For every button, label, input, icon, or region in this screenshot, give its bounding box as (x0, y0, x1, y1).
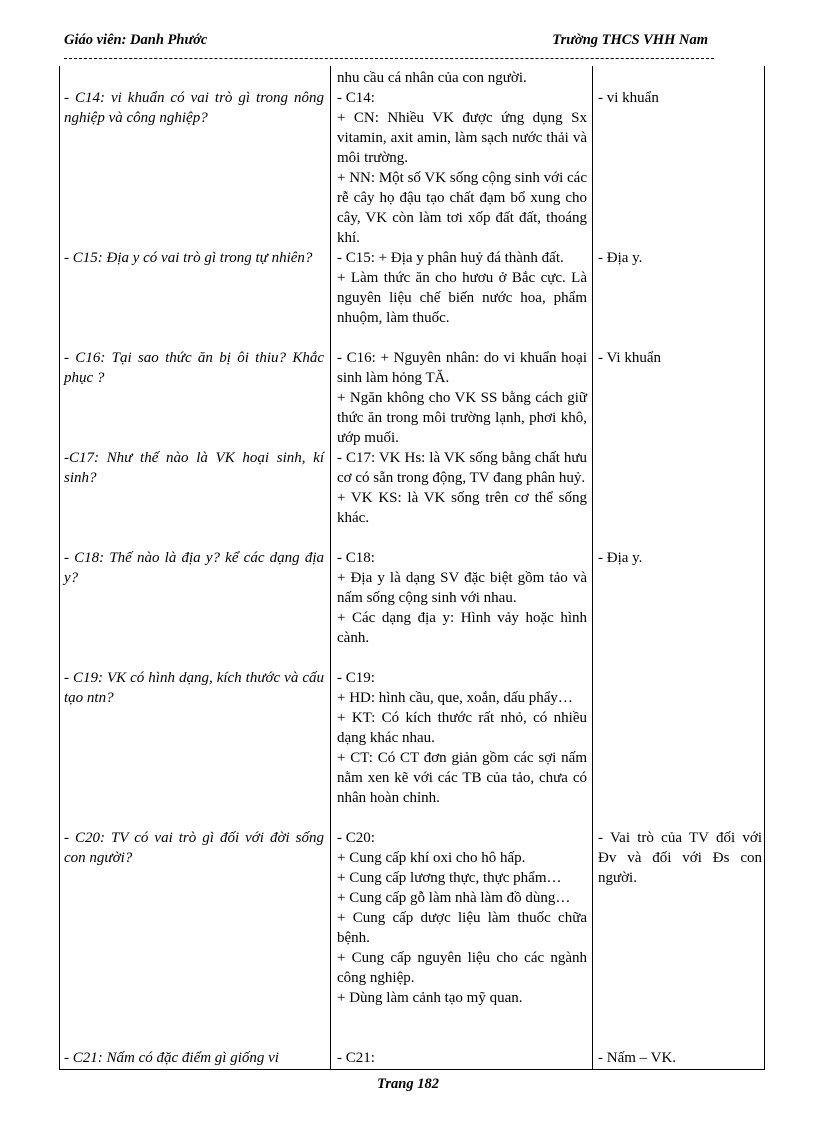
note-cell (598, 348, 762, 368)
answer-line: + Làm thức ăn cho hươu ở Bắc cực. Là nguyên liệu chế biến nước hoa, phẩm nhuộm, làm thuốc. (337, 270, 587, 326)
teacher-name: Giáo viên: Danh Phước (64, 32, 208, 48)
answer-line: + VK KS: là VK sống trên cơ thể sống khác. (337, 490, 587, 526)
question-text: - C21: Nấm có đặc điểm gì giống vi (64, 1050, 279, 1066)
question-text: - C15: Địa y có vai trò gì trong tự nhiên? (64, 250, 313, 266)
answer-line: + Cung cấp khí oxi cho hô hấp. (337, 850, 526, 866)
answer-line: nhu cầu cá nhân của con người. (337, 70, 527, 86)
page-header (64, 32, 712, 52)
question-text: - C19: VK có hình dạng, kích thước và cấu tạo ntn? (64, 670, 324, 706)
answer-line: - C15: + Địa y phân huỷ đá thành đất. (337, 250, 564, 266)
note-cell (598, 248, 762, 268)
question-cell (64, 668, 324, 708)
note-text: - vi khuẩn (598, 90, 659, 106)
note-text: - Vi khuẩn (598, 350, 661, 366)
note-text: - Vai trò của TV đối với Đv và đối với Đs con người. (598, 830, 762, 886)
answer-line: + CT: Có CT đơn giản gồm các sợi nấm nằm xen kẽ với các TB của tảo, chưa có nhân hoàn chỉnh. (337, 750, 587, 806)
question-cell (64, 828, 324, 868)
answer-cell (337, 88, 587, 248)
header-divider (64, 58, 714, 59)
question-text: - C18: Thế nào là địa y? kể các dạng địa y? (64, 550, 324, 586)
note-cell (598, 88, 762, 108)
note-cell (598, 828, 762, 888)
question-text: - C16: Tại sao thức ăn bị ôi thiu? Khắc phục ? (64, 350, 324, 386)
question-cell (64, 448, 324, 488)
answer-cell (337, 248, 587, 328)
answer-line: - C18: (337, 550, 375, 566)
answer-line: + Cung cấp nguyên liệu cho các ngành công nghiệp. (337, 950, 587, 986)
question-text: -C17: Như thế nào là VK hoại sinh, kí sinh? (64, 450, 324, 486)
note-cell (598, 548, 762, 568)
answer-line: - C19: (337, 670, 375, 686)
answer-cell (337, 668, 587, 808)
answer-line: + Các dạng địa y: Hình vảy hoặc hình cành. (337, 610, 587, 646)
answer-cell (337, 348, 587, 448)
answer-line: + HD: hình cầu, que, xoắn, dấu phẩy… (337, 690, 573, 706)
school-name: Trường THCS VHH Nam (552, 32, 708, 48)
answer-cell (337, 448, 587, 528)
question-cell (64, 248, 324, 268)
answer-line: - C17: VK Hs: là VK sống bằng chất hưu cơ có sẵn trong động, TV đang phân huỷ. (337, 450, 587, 486)
question-cell (64, 348, 324, 388)
page-number: Trang 182 (377, 1076, 439, 1092)
question-cell (64, 548, 324, 588)
qa-table (59, 66, 765, 1070)
note-text: - Nấm – VK. (598, 1050, 677, 1066)
answer-cell (337, 548, 587, 648)
answer-cell (337, 68, 587, 88)
answer-line: + Cung cấp gỗ làm nhà làm đồ dùng… (337, 890, 571, 906)
column-divider-1 (330, 66, 331, 1069)
question-cell (64, 1048, 324, 1068)
question-text: - C20: TV có vai trò gì đối với đời sống con người? (64, 830, 324, 866)
answer-line: + NN: Một số VK sống cộng sinh với các rễ cây họ đậu tạo chất đạm bổ xung cho cây, VK còn làm tơi xốp đất đất, thoáng khí. (337, 170, 587, 246)
answer-cell (337, 828, 587, 1008)
answer-line: - C16: + Nguyên nhân: do vi khuẩn hoại sinh làm hỏng TĂ. (337, 350, 587, 386)
question-cell (64, 88, 324, 128)
answer-line: - C14: (337, 90, 375, 106)
column-divider-2 (592, 66, 593, 1069)
answer-line: + KT: Có kích thước rất nhỏ, có nhiều dạng khác nhau. (337, 710, 587, 746)
answer-cell (337, 1048, 587, 1068)
answer-line: + Ngăn không cho VK SS bằng cách giữ thức ăn trong môi trường lạnh, phơi khô, ướp muối. (337, 390, 587, 446)
note-text: - Địa y. (598, 250, 643, 266)
answer-line: + Địa y là dạng SV đặc biệt gồm tảo và nấm sống cộng sinh với nhau. (337, 570, 587, 606)
question-text: - C14: vi khuẩn có vai trò gì trong nông nghiệp và công nghiệp? (64, 90, 324, 126)
answer-line: - C20: (337, 830, 375, 846)
note-cell (598, 1048, 762, 1068)
note-text: - Địa y. (598, 550, 643, 566)
answer-line: + Dùng làm cảnh tạo mỹ quan. (337, 990, 523, 1006)
answer-line: - C21: (337, 1050, 375, 1066)
answer-line: + CN: Nhiều VK được ứng dụng Sx vitamin, axit amin, làm sạch nước thải và môi trường. (337, 110, 587, 166)
answer-line: + Cung cấp lương thực, thực phẩm… (337, 870, 562, 886)
answer-line: + Cung cấp dược liệu làm thuốc chữa bệnh. (337, 910, 587, 946)
